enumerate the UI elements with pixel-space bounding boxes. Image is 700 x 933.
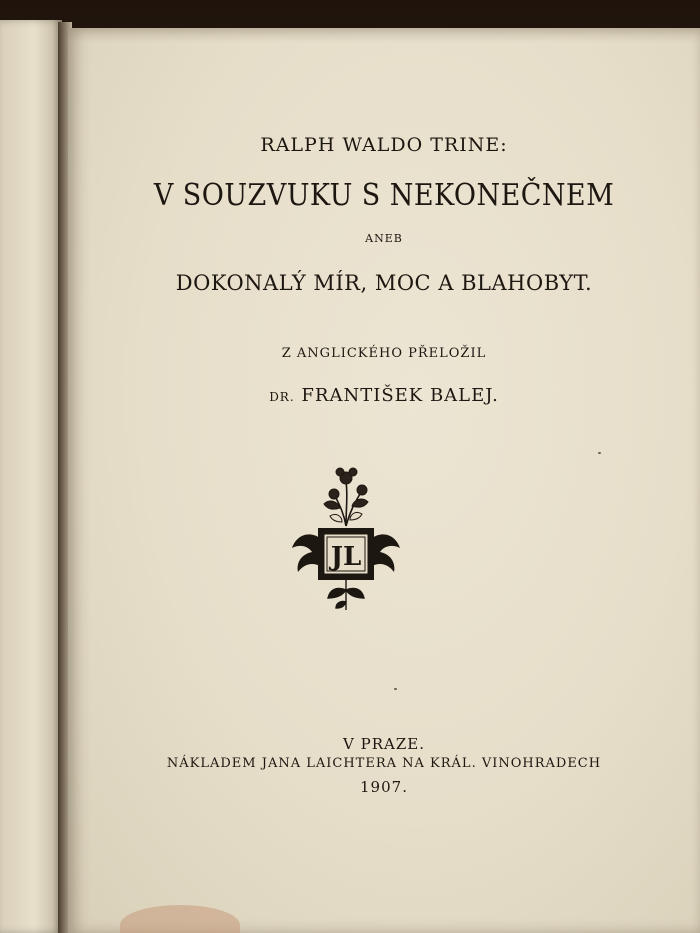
book-subtitle: DOKONALÝ MÍR, MOC A BLAHOBYT. (175, 271, 593, 295)
left-page-edge (0, 20, 62, 933)
translation-note: Z ANGLICKÉHO PŘELOŽIL (281, 346, 487, 361)
translator-title: DR. (269, 390, 295, 404)
title-conjunction: ANEB (365, 232, 403, 245)
book-title: V SOUZVUKU S NEKONEČNEM (153, 178, 615, 213)
title-page (68, 28, 700, 933)
paper-speck (394, 688, 397, 690)
translator-line (68, 385, 700, 406)
paper-speck (598, 452, 601, 454)
publisher-name: NÁKLADEM JANA LAICHTERA NA KRÁL. VINOHRADECH (166, 756, 602, 771)
publication-year: 1907. (360, 778, 408, 796)
emblem-monogram: JL (330, 542, 362, 572)
author-line: RALPH WALDO TRINE: (260, 134, 508, 156)
translator-name: FRANTIŠEK BALEJ. (301, 385, 499, 406)
publisher-place: V PRAZE. (343, 735, 425, 753)
publisher-emblem-icon (290, 464, 402, 612)
